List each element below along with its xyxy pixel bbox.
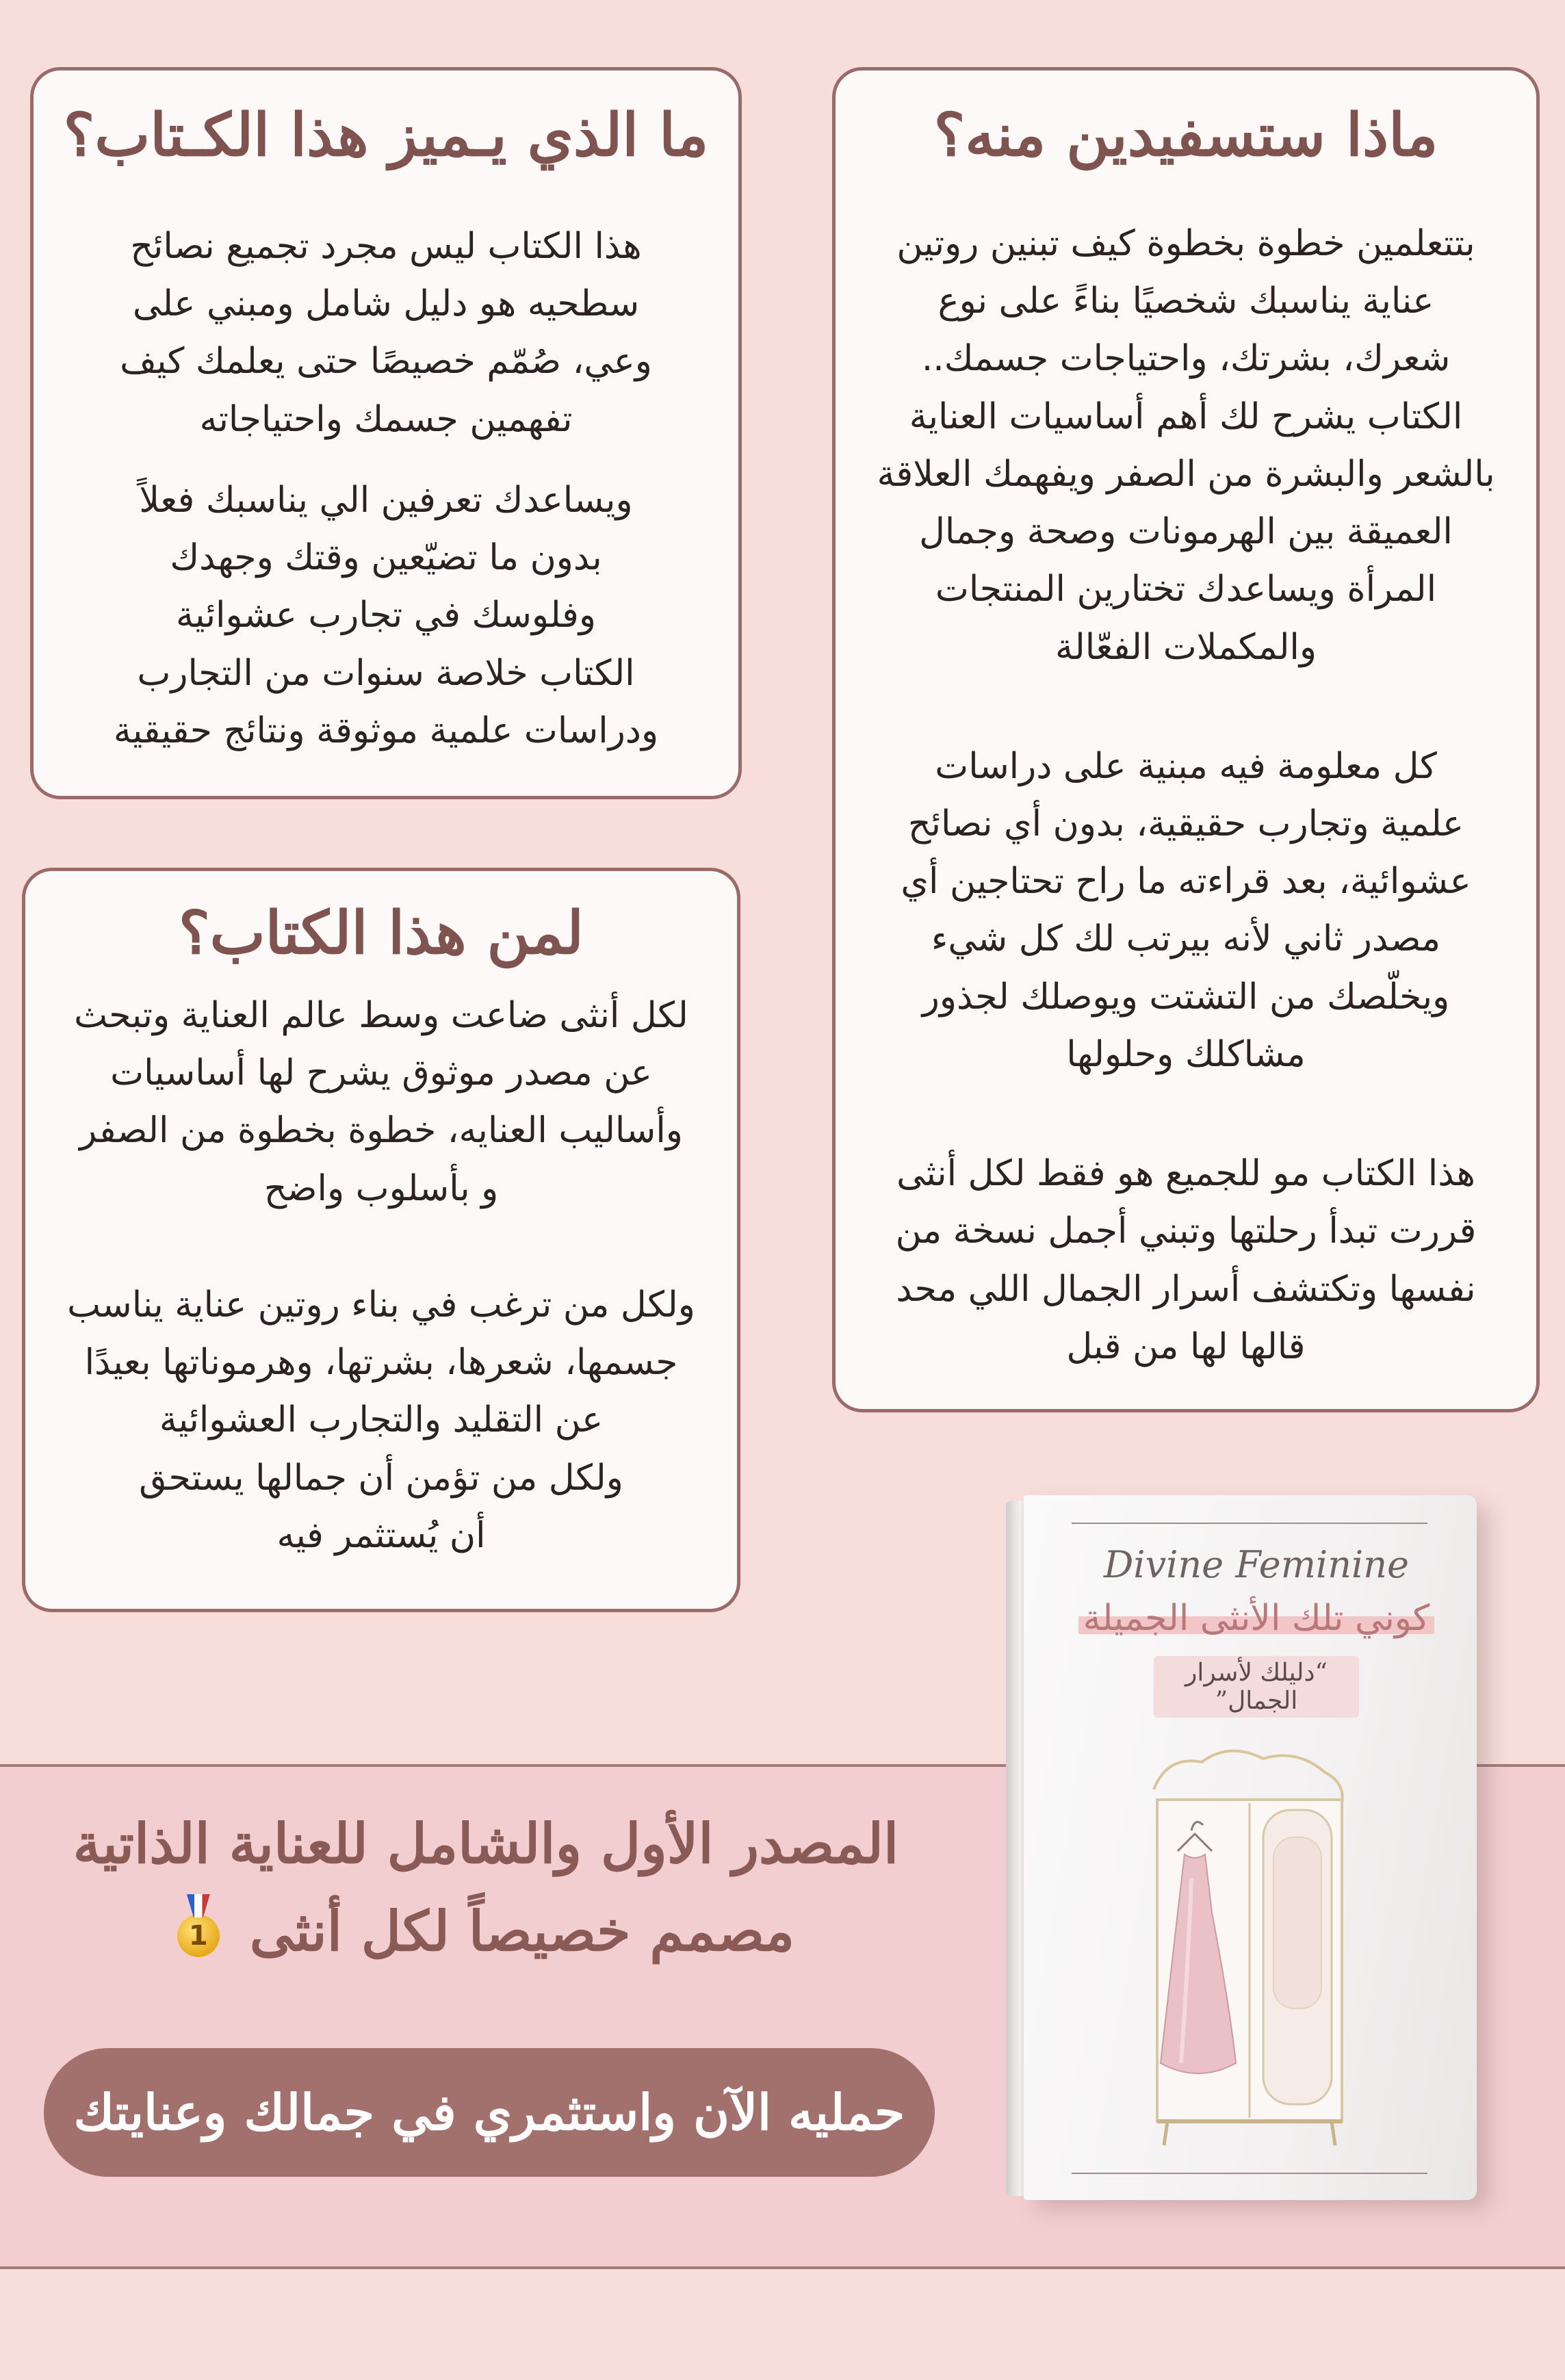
benefits-title: ماذا ستسفيدين منه؟ <box>933 101 1438 170</box>
benefits-paragraph-1: بتتعلمين خطوة بخطوة كيف تبنين روتين عناية يناسبك شخصيًا بناءً على نوع شعرك، بشرتك، واحتياجات جسمك.. الكتاب يشرح لك أهم أساسيات العناية بالشعر والبشرة من الصفر ويفهمك العلاقة العميقة بين الهرمونات وصحة وجمال المرأة ويساعدك تختارين المنتجات والمكملات الفعّالة <box>877 222 1495 668</box>
benefits-card <box>832 67 1540 1412</box>
book-top-rule <box>1072 1523 1427 1524</box>
promo-headline <box>41 1800 931 1975</box>
promo-line-2-wrap <box>41 1887 931 1975</box>
book-front <box>1024 1495 1477 2200</box>
buy-now-button[interactable]: حمليه الآن واستثمري في جمالك وعنايتك <box>44 2048 935 2177</box>
book-brand: Divine Feminine <box>1104 1543 1409 1586</box>
audience-title: لمن هذا الكتاب؟ <box>178 898 584 968</box>
benefits-paragraph-3: هذا الكتاب مو للجميع هو فقط لكل أنثى قررت تبدأ رحلتها وتبني أجمل نسخة من نفسها وتكتشف أسرار الجمال اللي محد قالها لها من قبل <box>895 1153 1477 1367</box>
book-title: كوني تلك الأنثى الجميلة <box>1078 1598 1434 1639</box>
wardrobe-dress-illustration <box>1126 1742 1373 2152</box>
audience-paragraph-2: ولكل من ترغب في بناء روتين عناية يناسب جسمها، شعرها، بشرتها، وهرموناتها بعيدًا عن التقليد والتجارب العشوائية ولكل من تؤمن أن جمالها يستحق أن يُستثمر فيه <box>67 1284 695 1556</box>
features-paragraph-1: هذا الكتاب ليس مجرد تجميع نصائح سطحيه هو دليل شامل ومبني على وعي، صُمّم خصيصًا حتى يعلمك كيف تفهمين جسمك واحتياجاته <box>120 225 652 440</box>
book-cover-image <box>1006 1495 1478 2200</box>
medal-icon: 1 <box>177 1915 220 1957</box>
promo-line-2: مصمم خصيصاً لكل أنثى <box>249 1899 795 1963</box>
promo-line-1: المصدر الأول والشامل للعناية الذاتية <box>73 1811 899 1876</box>
features-title: ما الذي يـميز هذا الكـتاب؟ <box>63 101 709 170</box>
audience-card <box>22 868 740 1612</box>
features-paragraph-2: ويساعدك تعرفين الي يناسبك فعلاً بدون ما تضيّعين وقتك وجهدك وفلوسك في تجارب عشوائية الكتاب خلاصة سنوات من التجارب ودراسات علمية موثوقة ونتائج حقيقية <box>113 479 659 751</box>
features-card <box>30 67 742 799</box>
book-subtitle: “دليلك لأسرار الجمال” <box>1154 1656 1359 1718</box>
benefits-paragraph-2: كل معلومة فيه مبنية على دراسات علمية وتجارب حقيقية، بدون أي نصائح عشوائية، بعد قراءته ما راح تحتاجين أي مصدر ثاني لأنه بيرتب لك كل شيء ويخلّصك من التشتت ويوصلك لجذور مشاكلك وحلولها <box>901 745 1471 1075</box>
audience-paragraph-1: لكل أنثى ضاعت وسط عالم العناية وتبحث عن مصدر موثوق يشرح لها أساسيات وأساليب العنايه، خطوة بخطوة من الصفر و بأسلوب واضح <box>74 994 688 1209</box>
book-bottom-rule <box>1072 2173 1427 2174</box>
